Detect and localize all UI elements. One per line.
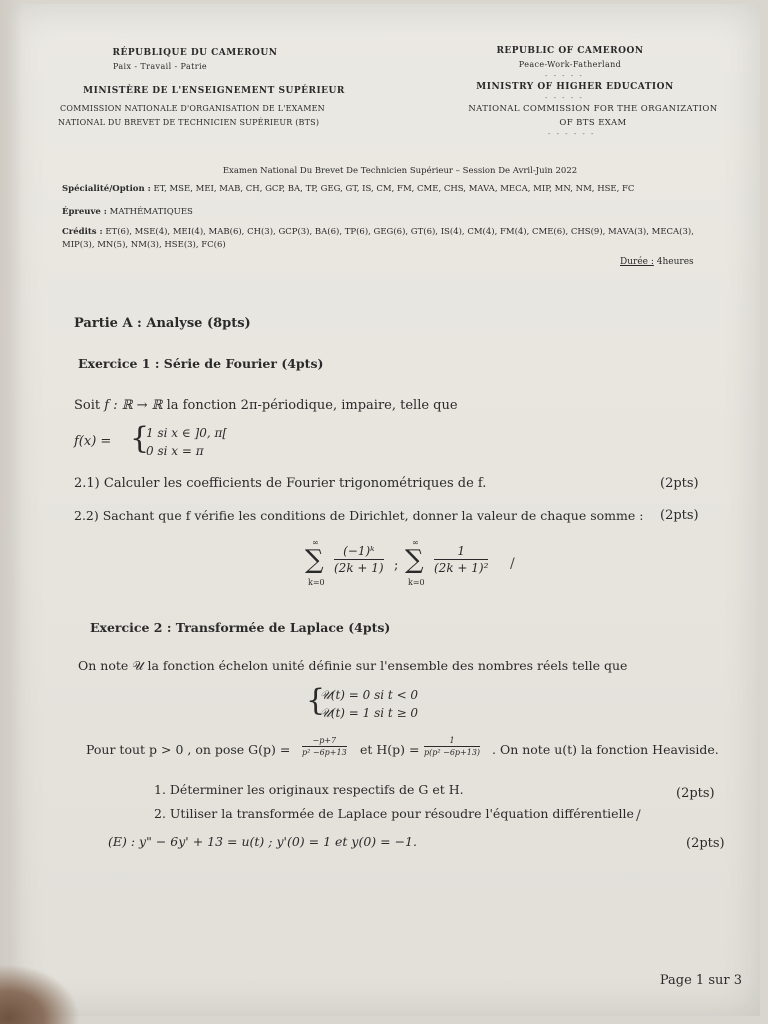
header-right-line2: Peace-Work-Fatherland bbox=[518, 60, 622, 69]
pen-mark: / bbox=[510, 556, 515, 572]
exercise2-intro: On note 𝒰 la fonction échelon unité définie sur l'ensemble des nombres réels telle que bbox=[78, 658, 628, 673]
partie-a-title: Partie A : Analyse (8pts) bbox=[74, 316, 251, 331]
epreuve-line bbox=[62, 205, 462, 219]
divider-dashes: - - - - - - bbox=[548, 130, 596, 138]
sum2-denominator: (2k + 1)² bbox=[434, 561, 489, 575]
credits-line bbox=[62, 226, 712, 252]
exercise1-question2-points: (2pts) bbox=[660, 508, 699, 523]
exercise1-question2: 2.2) Sachant que f vérifie les conditions de Dirichlet, donner la valeur de chaque somme : bbox=[74, 508, 644, 523]
header-left-line4: COMMISSION NATIONALE D'ORGANISATION DE L'EXAMEN bbox=[60, 104, 325, 113]
laplace-definitions bbox=[86, 742, 290, 757]
g-denominator: p² −6p+13 bbox=[302, 748, 347, 757]
definitions-middle: et H(p) = bbox=[360, 742, 420, 757]
sum1-lower: k=0 bbox=[308, 578, 325, 587]
divider-dashes: - - - - - bbox=[545, 72, 584, 80]
step-case2: 𝒰(t) = 1 si t ≥ 0 bbox=[320, 706, 419, 720]
duree-line bbox=[620, 255, 694, 269]
exam-title: Examen National Du Brevet De Technicien Supérieur – Session De Avril-Juin 2022 bbox=[222, 166, 578, 176]
exercise2-question2-points: (2pts) bbox=[686, 836, 725, 851]
sum2-sigma: ∑ bbox=[405, 545, 424, 575]
exercise2-title: Exercice 2 : Transformée de Laplace (4pts) bbox=[90, 620, 391, 635]
definitions-end: . On note u(t) la fonction Heaviside. bbox=[492, 742, 719, 757]
function-definition-lhs: f(x) = bbox=[74, 434, 112, 449]
page-number: Page 1 sur 3 bbox=[659, 973, 742, 988]
scan-stain bbox=[0, 964, 80, 1024]
header-left-line3: MINISTÈRE DE L'ENSEIGNEMENT SUPÉRIEUR bbox=[83, 86, 345, 96]
exercise1-intro bbox=[74, 398, 458, 413]
sum2-lower: k=0 bbox=[408, 578, 425, 587]
exercise1-question1-points: (2pts) bbox=[660, 476, 699, 491]
header-left-line2: Paix - Travail - Patrie bbox=[112, 62, 208, 71]
header-right-line1: REPUBLIC OF CAMEROON bbox=[496, 46, 644, 56]
differential-equation: (E) : y" − 6y' + 13 = u(t) ; y'(0) = 1 et y(0) = −1. bbox=[108, 834, 417, 849]
cases-brace: { bbox=[130, 421, 150, 456]
specialites-label: Spécialité/Option : bbox=[62, 184, 151, 194]
credits-label: Crédits : bbox=[62, 227, 103, 237]
sum1-numerator: (−1)ᵏ bbox=[334, 544, 384, 560]
g-fraction bbox=[302, 736, 347, 757]
duree-value: 4heures bbox=[656, 257, 694, 267]
exercise2-question1: 1. Déterminer les originaux respectifs de G et H. bbox=[154, 782, 464, 797]
duree-label: Durée : bbox=[620, 257, 654, 267]
epreuve-value: MATHÉMATIQUES bbox=[109, 207, 193, 217]
step-cases-brace: { bbox=[306, 683, 326, 718]
function-signature: f : ℝ → ℝ bbox=[104, 398, 163, 413]
h-numerator: 1 bbox=[424, 736, 480, 747]
header-left-line1: RÉPUBLIQUE DU CAMEROUN bbox=[112, 48, 278, 58]
definitions-start: Pour tout p > 0 , on pose G(p) = bbox=[86, 742, 291, 757]
function-case1: 1 si x ∈ ]0, π[ bbox=[146, 426, 228, 440]
header-left-line5: NATIONAL DU BREVET DE TECHNICIEN SUPÉRIEUR (BTS) bbox=[58, 118, 320, 127]
specialites-value: ET, MSE, MEI, MAB, CH, GCP, BA, TP, GEG, GT, IS, CM, FM, CME, CHS, MAVA, MECA, MIP, MN, NM, HSE, FC bbox=[153, 184, 635, 194]
exercise1-question1: 2.1) Calculer les coefficients de Fourier trigonométriques de f. bbox=[74, 476, 487, 491]
header-right-line5: OF BTS EXAM bbox=[559, 118, 627, 128]
exercise1-title: Exercice 1 : Série de Fourier (4pts) bbox=[78, 356, 324, 371]
header-right-line3: MINISTRY OF HIGHER EDUCATION bbox=[476, 82, 674, 92]
divider-dashes: - - - - - bbox=[545, 94, 584, 102]
scan-edge bbox=[0, 0, 22, 1024]
sum2-fraction bbox=[434, 544, 488, 575]
sum1-sigma: ∑ bbox=[305, 545, 324, 575]
exercise1-intro-end: la fonction 2π-périodique, impaire, telle que bbox=[166, 398, 458, 413]
exercise1-intro-start: Soit bbox=[74, 398, 101, 413]
h-fraction bbox=[424, 736, 480, 757]
pen-mark: / bbox=[636, 808, 641, 824]
sum1-fraction bbox=[334, 544, 384, 575]
sum-separator: ; bbox=[394, 558, 399, 573]
step-case1: 𝒰(t) = 0 si t < 0 bbox=[320, 688, 419, 702]
exercise2-question2: 2. Utiliser la transformée de Laplace pour résoudre l'équation différentielle bbox=[154, 806, 634, 821]
sum1-denominator: (2k + 1) bbox=[334, 561, 384, 575]
g-numerator: −p+7 bbox=[302, 736, 347, 747]
function-case2: 0 si x = π bbox=[146, 444, 204, 458]
credits-value: ET(6), MSE(4), MEI(4), MAB(6), CH(3), GCP(3), BA(6), TP(6), GEG(6), GT(6), IS(4), CM(4), FM(4), CME(6), CHS(9), MAVA(3), MECA(3), MIP(3), MN(5), NM(3), HSE(3), FC(6) bbox=[62, 227, 694, 250]
epreuve-label: Épreuve : bbox=[62, 207, 107, 217]
exercise2-question1-points: (2pts) bbox=[676, 786, 715, 801]
sum2-numerator: 1 bbox=[434, 544, 488, 560]
sum1-upper: ∞ bbox=[312, 538, 319, 547]
header-right-line4: NATIONAL COMMISSION FOR THE ORGANIZATION bbox=[468, 104, 718, 114]
h-denominator: p(p² −6p+13) bbox=[424, 748, 481, 757]
specialites-line bbox=[62, 182, 742, 196]
sum2-upper: ∞ bbox=[412, 538, 419, 547]
